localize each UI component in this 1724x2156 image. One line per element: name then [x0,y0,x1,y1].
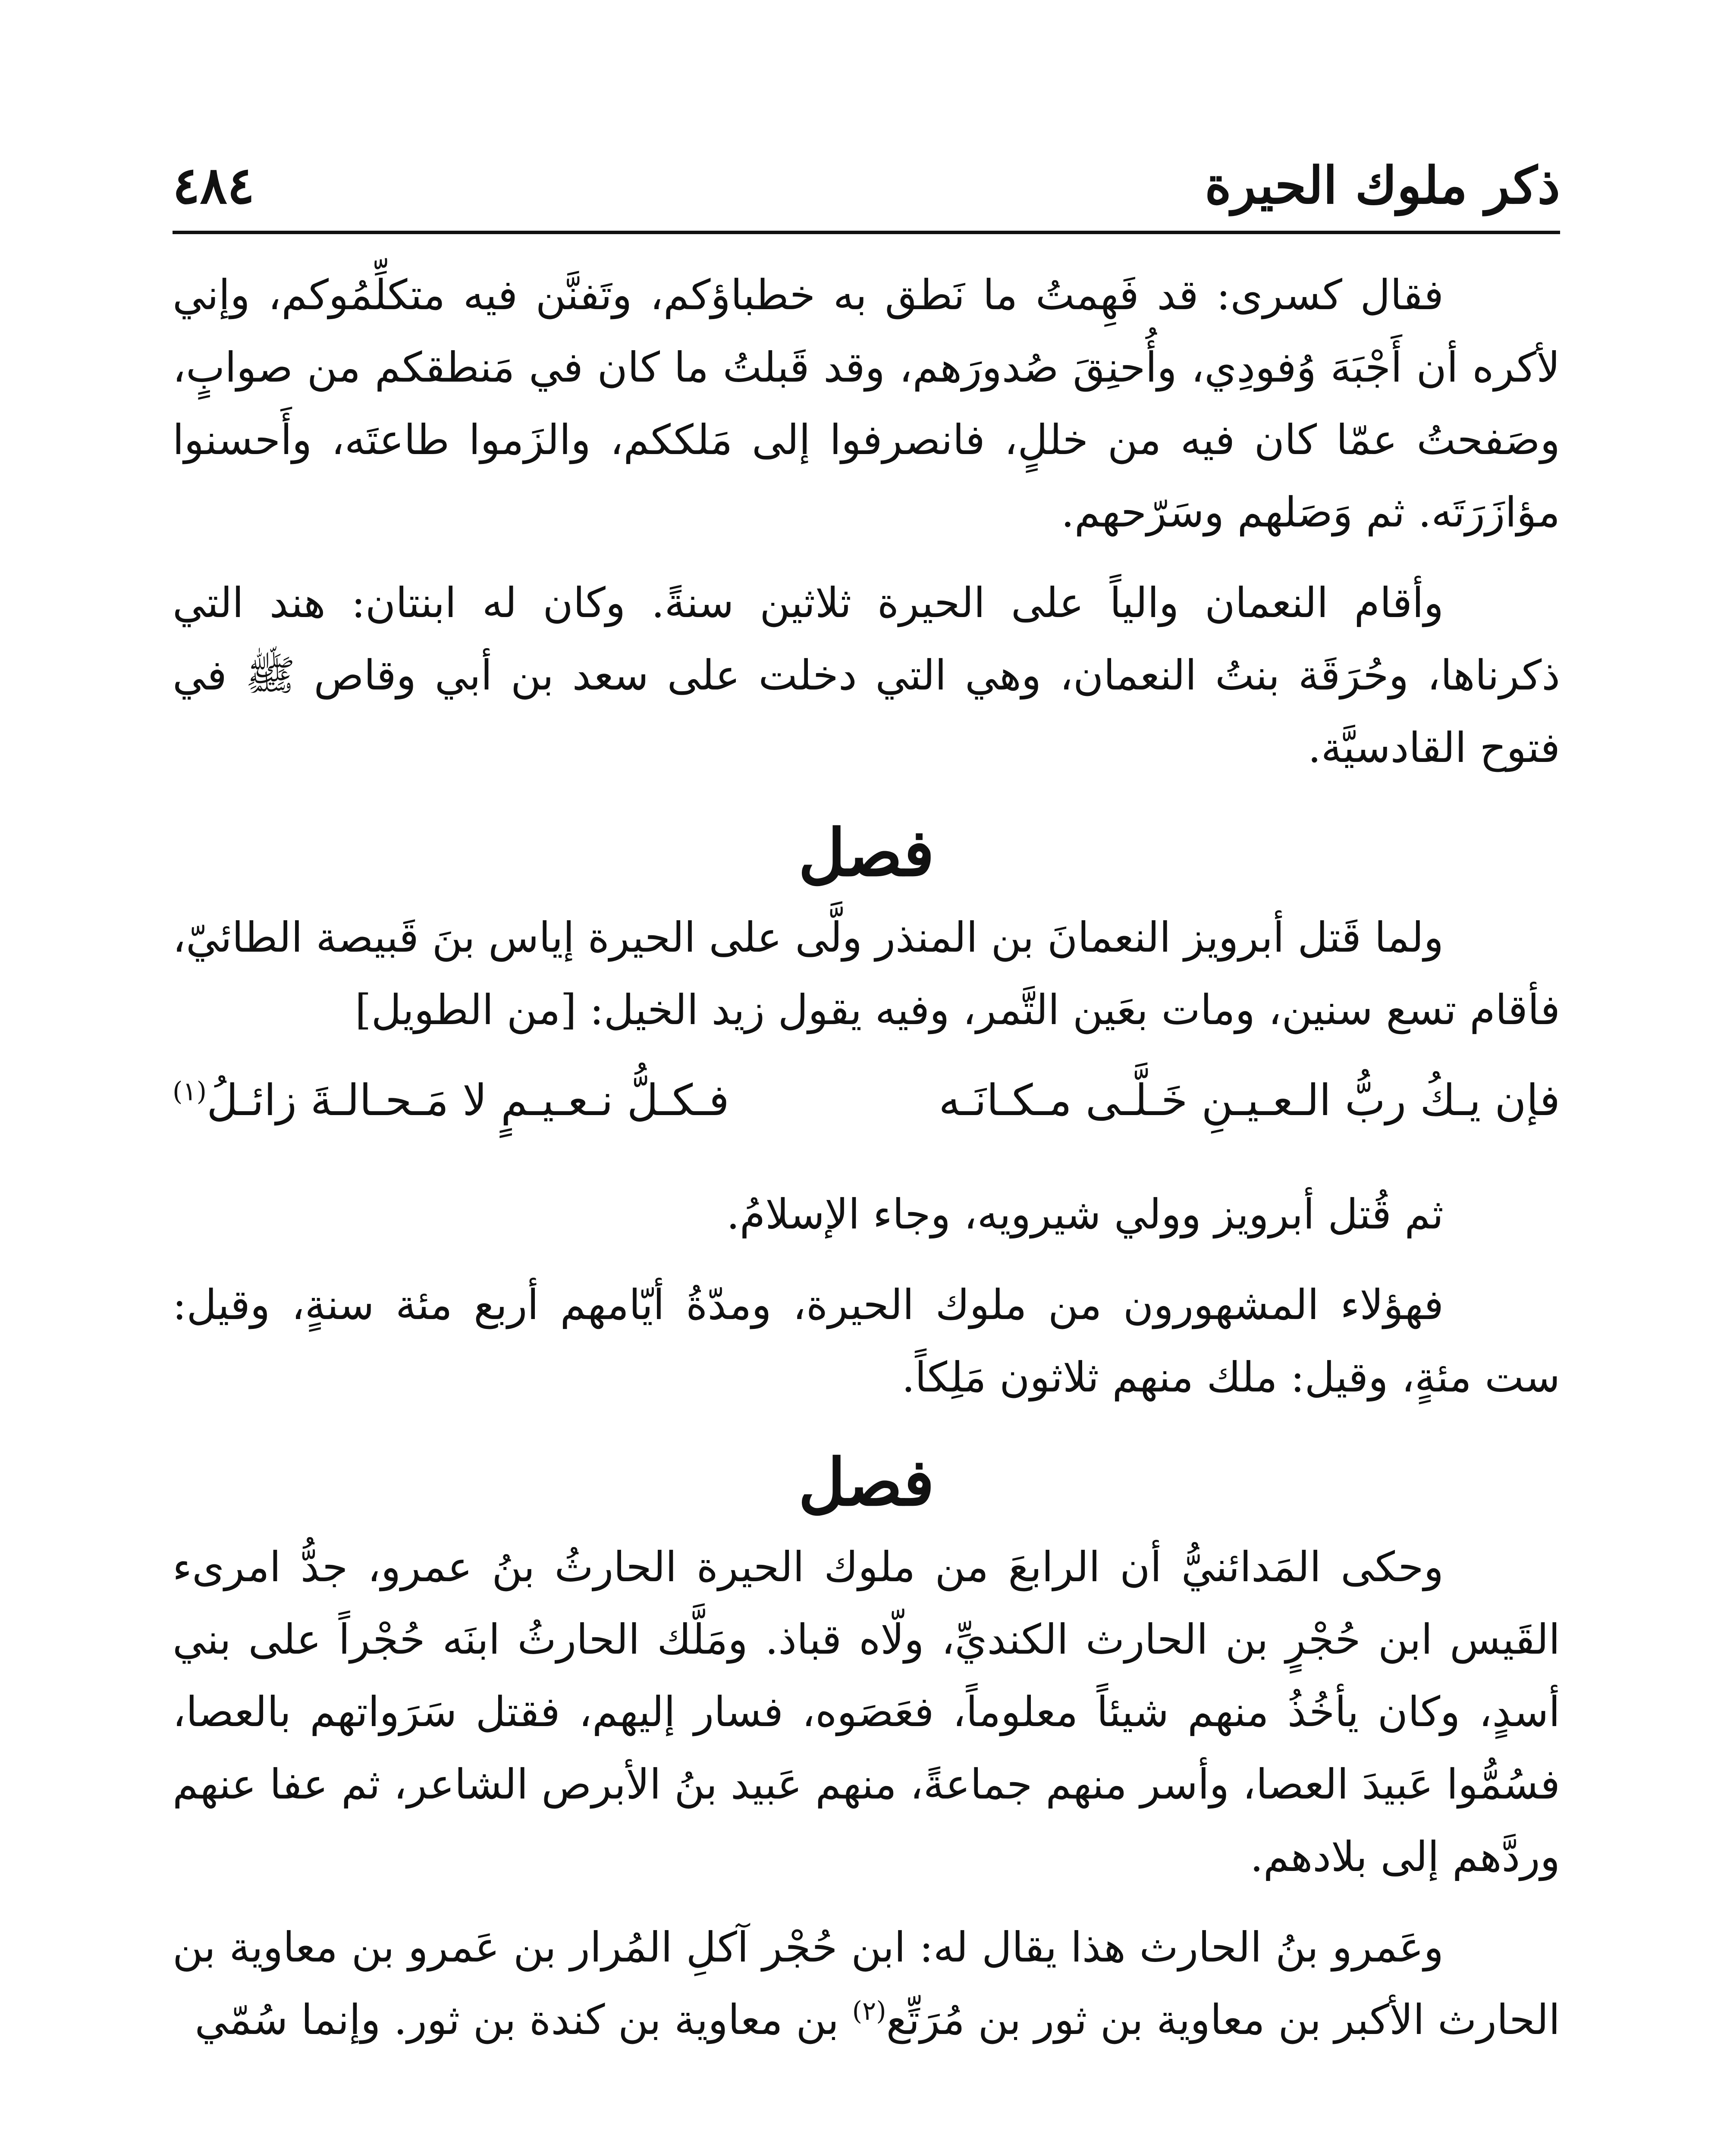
paragraph-amr-lineage [173,1911,1560,2056]
header-rule [173,231,1560,234]
footnote-reference-2: (٢) [852,1996,886,2026]
paragraph-islam-arrives: ثم قُتل أبرويز وولي شيرويه، وجاء الإسلامُ. [726,1190,1444,1238]
footnote-reference-1: (١) [173,1076,207,1107]
verse-first-hemistich: فإن يـكُ ربُّ الـعـيـنِ خَـلَّـى مـكـانَـه [939,1075,1560,1125]
verse-second-hemistich [173,1064,811,1137]
page-number: ٤٨٤ [173,155,255,215]
main-text [173,259,1560,2074]
section-title-1: فصل [798,815,935,891]
running-title: ذكر ملوك الحيرة [1205,155,1560,215]
paragraph-harith-ibn-amr: وحكى المَدائنيُّ أن الرابعَ من ملوك الحيرة الحارثُ بنُ عمرو، جدُّ امرىء القَيس ابن حُجْرٍ بن الحارث الكنديِّ، ولّاه قباذ. ومَلَّك الحارثُ ابنَه حُجْراً على بني أسدٍ، وكان يأخُذُ منهم شيئاً معلوماً، فعَصَوه، فسار إليهم، فقتل سَرَواتهم بالعصا، فسُمُّوا عَبيدَ العصا، وأسر منهم جماعةً، منهم عَبيد بنُ الأبرص الشاعر، ثم عفا عنهم وردَّهم إلى بلادهم. [173,1543,1561,1881]
lineage-text-end: بن معاوية بن كندة بن ثور. وإنما سُمّي [195,1996,852,2044]
paragraph-kisra-speech: فقال كسرى: قد فَهِمتُ ما نَطق به خطباؤكم، وتَفنَّن فيه متكلِّمُوكم، وإني لأكره أن أَجْبَهَ وُفودِي، وأُحنِقَ صُدورَهم، وقد قَبلتُ ما كان في مَنطقكم من صوابٍ، وصَفحتُ عمّا كان فيه من خللٍ، فانصرفوا إلى مَلككم، والزَموا طاعتَه، وأَحسنوا مؤازَرَتَه. ثم وَصَلهم وسَرّحهم. [173,271,1561,536]
paragraph-numan-daughters: وأقام النعمان والياً على الحيرة ثلاثين سنةً. وكان له ابنتان: هند التي ذكرناها، وحُرَقَة بنتُ النعمان، وهي التي دخلت على سعد بن أبي وقاص ﷺ في فتوح القادسيَّة. [173,579,1561,772]
paragraph-kings-duration: فهؤلاء المشهورون من ملوك الحيرة، ومدّةُ أيّامهم أربع مئة سنةٍ، وقيل: ست مئةٍ، وقيل: ملك منهم ثلاثون مَلِكاً. [173,1281,1560,1401]
section-title-2: فصل [798,1445,935,1520]
lineage-text-start: وعَمرو بنُ الحارث هذا يقال له: ابن حُجْر آكلِ المُرار بن عَمرو بن معاوية بن الحارث الأكبر بن معاوية بن ثور بن مُرَتِّع [173,1923,1560,2044]
verse-second-text: فـكـلُّ نـعـيـمٍ لا مَـحـالـةَ زائـلُ [207,1075,729,1125]
running-header [173,153,1560,222]
poetry-verse [173,1064,1560,1137]
paragraph-iyas-ibn-qabisa: ولما قَتل أبرويز النعمانَ بن المنذر ولَّى على الحيرة إياس بنَ قَبيصة الطائيّ، فأقام تسع سنين، ومات بعَين التَّمر، وفيه يقول زيد الخيل: [من الطويل] [173,913,1560,1034]
